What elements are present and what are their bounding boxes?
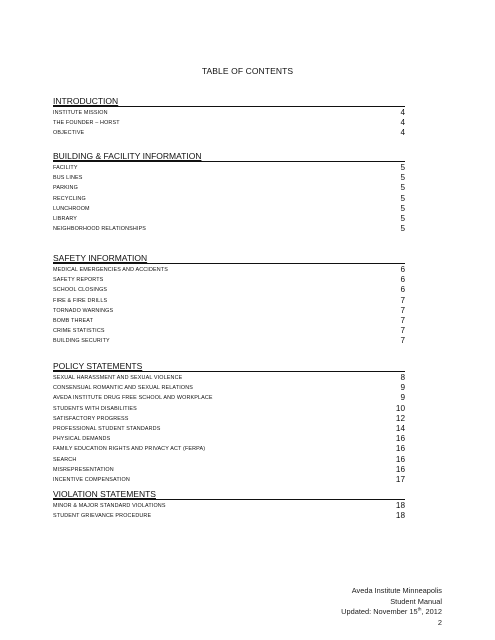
entry-page: 6 (400, 265, 405, 274)
entry-label: INSTITUTE MISSION (53, 110, 108, 116)
toc-entry[interactable] (53, 108, 405, 118)
entry-page: 4 (400, 128, 405, 138)
entry-label: NEIGHBORHOOD RELATIONSHIPS (53, 226, 147, 233)
section-safety (53, 253, 405, 347)
section-heading: BUILDING & FACILITY INFORMATION (53, 151, 405, 162)
entry-label: FACILITY (53, 165, 78, 171)
section-heading: SAFETY INFORMATION (53, 253, 405, 264)
entry-page: 5 (400, 173, 405, 183)
entry-page: 7 (400, 305, 405, 315)
entry-label: SATISFACTORY PROGRESS (53, 415, 129, 422)
toc-entry[interactable] (53, 326, 405, 336)
toc-entry[interactable] (53, 163, 405, 173)
toc-entry[interactable] (53, 224, 405, 234)
toc-entry[interactable] (53, 194, 405, 204)
entry-label: PARKING (53, 185, 78, 192)
entry-page: 5 (400, 224, 405, 234)
section-heading: POLICY STATEMENTS (53, 361, 405, 372)
entry-label: FIRE & FIRE DRILLS (53, 297, 108, 304)
section-policy (53, 361, 405, 485)
toc-entry[interactable] (53, 296, 405, 306)
entry-label: STUDENTS WITH DISABILITIES (53, 405, 137, 412)
page-number: 2 (437, 617, 442, 627)
toc-entry[interactable] (53, 128, 405, 138)
toc-entry[interactable] (53, 404, 405, 414)
toc-entry[interactable] (53, 306, 405, 316)
entry-page: 18 (395, 511, 405, 521)
entry-page: 5 (400, 183, 405, 193)
entry-label: PROFESSIONAL STUDENT STANDARDS (53, 425, 161, 432)
toc-entry[interactable] (53, 316, 405, 326)
toc-entry[interactable] (53, 265, 405, 275)
entry-page: 6 (400, 285, 405, 295)
entry-page: 17 (395, 474, 405, 484)
page-footer (341, 586, 442, 628)
entry-page: 16 (395, 444, 405, 454)
entry-label: TORNADO WARNINGS (53, 307, 114, 314)
entry-page: 12 (395, 413, 405, 423)
toc-entry[interactable] (53, 383, 405, 393)
section-heading: VIOLATION STATEMENTS (53, 489, 405, 500)
entry-label: FAMILY EDUCATION RIGHTS AND PRIVACY ACT (FERPA) (53, 446, 206, 453)
entry-page: 7 (400, 295, 405, 305)
toc-entry[interactable] (53, 444, 405, 454)
toc-entry[interactable] (53, 373, 405, 383)
entry-page: 9 (400, 393, 405, 403)
toc-entry[interactable] (53, 204, 405, 214)
entry-page: 16 (395, 464, 405, 474)
entry-label: BUS LINES (53, 175, 83, 182)
footer-updated-sup: th (417, 606, 422, 612)
footer-updated-prefix: Updated: November 15 (341, 607, 418, 617)
footer-updated-suffix: , 2012 (421, 607, 442, 617)
entry-label: OBJECTIVE (53, 130, 85, 137)
section-building-facility (53, 151, 405, 234)
toc-entry[interactable] (53, 275, 405, 285)
toc-entry[interactable] (53, 465, 405, 475)
entry-label: MEDICAL EMERGENCIES AND ACCIDENTS (53, 267, 168, 273)
toc-entry[interactable] (53, 455, 405, 465)
toc-entry[interactable] (53, 511, 405, 521)
entry-page: 14 (395, 423, 405, 433)
entry-page: 16 (395, 454, 405, 464)
entry-label: SEXUAL HARASSMENT AND SEXUAL VIOLENCE (53, 375, 183, 381)
entry-page: 16 (395, 434, 405, 444)
entry-label: AVEDA INSTITUTE DRUG FREE SCHOOL AND WORKPLACE (53, 395, 213, 402)
toc-entry[interactable] (53, 183, 405, 193)
entry-label: MISREPRESENTATION (53, 466, 114, 473)
entry-page: 7 (400, 336, 405, 346)
entry-label: SAFETY REPORTS (53, 277, 104, 284)
entry-label: BUILDING SECURITY (53, 338, 110, 345)
footer-updated (341, 607, 442, 618)
footer-institute: Aveda Institute Minneapolis (351, 586, 442, 595)
toc-entry[interactable] (53, 285, 405, 295)
entry-page: 7 (400, 326, 405, 336)
toc-entry[interactable] (53, 393, 405, 403)
entry-page: 10 (395, 403, 405, 413)
entry-label: MINOR & MAJOR STANDARD VIOLATIONS (53, 503, 166, 509)
toc-entry[interactable] (53, 501, 405, 511)
entry-label: BOMB THREAT (53, 317, 94, 324)
toc-entry[interactable] (53, 214, 405, 224)
toc-entry[interactable] (53, 173, 405, 183)
entry-page: 5 (400, 203, 405, 213)
entry-page: 5 (400, 193, 405, 203)
entry-page: 8 (400, 373, 405, 382)
entry-page: 5 (400, 163, 405, 172)
toc-entry[interactable] (53, 414, 405, 424)
entry-label: THE FOUNDER – HORST (53, 120, 120, 127)
entry-label: RECYCLING (53, 195, 86, 202)
section-introduction (53, 96, 405, 139)
entry-page: 6 (400, 275, 405, 285)
entry-label: LUNCHROOM (53, 205, 90, 212)
toc-title: TABLE OF CONTENTS (201, 66, 294, 76)
toc-entry[interactable] (53, 475, 405, 485)
entry-label: PHYSICAL DEMANDS (53, 436, 111, 443)
section-violation (53, 489, 405, 521)
entry-page: 4 (400, 108, 405, 117)
section-heading: INTRODUCTION (53, 96, 405, 107)
entry-label: INCENTIVE COMPENSATION (53, 476, 130, 483)
entry-label: SEARCH (53, 456, 77, 463)
entry-page: 5 (400, 213, 405, 223)
entry-label: SCHOOL CLOSINGS (53, 287, 108, 294)
entry-label: LIBRARY (53, 215, 78, 222)
entry-label: STUDENT GRIEVANCE PROCEDURE (53, 513, 152, 520)
toc-entry[interactable] (53, 424, 405, 434)
entry-page: 4 (400, 118, 405, 128)
entry-label: CRIME STATISTICS (53, 328, 105, 335)
toc-entry[interactable] (53, 118, 405, 128)
entry-page: 9 (400, 383, 405, 393)
entry-page: 7 (400, 315, 405, 325)
toc-entry[interactable] (53, 336, 405, 346)
footer-manual: Student Manual (390, 596, 442, 606)
entry-label: CONSENSUAL ROMANTIC AND SEXUAL RELATIONS (53, 385, 193, 392)
entry-page: 18 (395, 501, 405, 510)
toc-entry[interactable] (53, 434, 405, 444)
